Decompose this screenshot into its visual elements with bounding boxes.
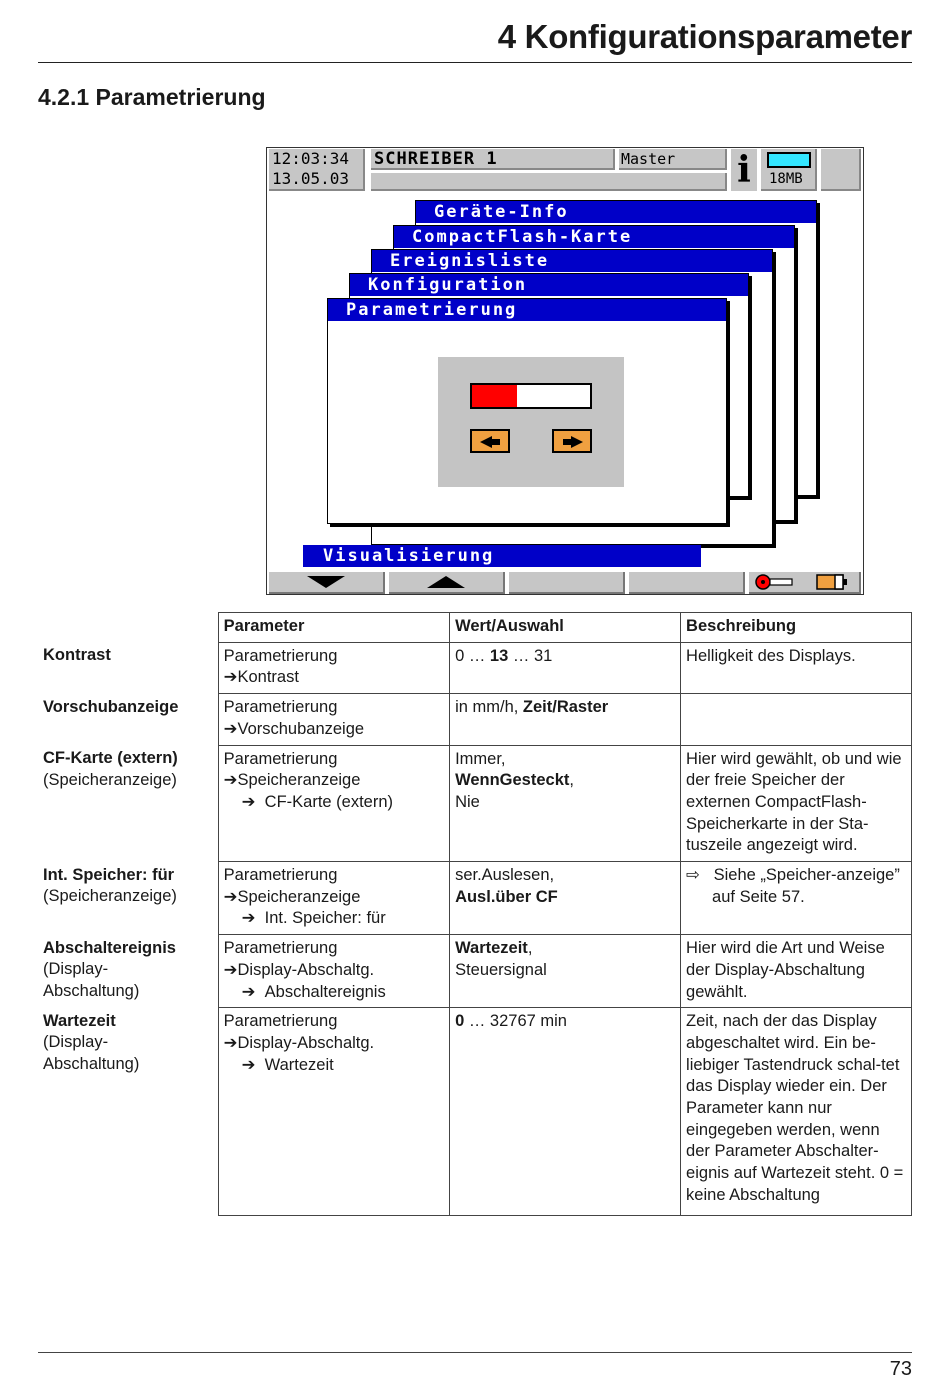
menu-path-cell <box>218 745 449 862</box>
visualisierung-bar[interactable]: Visualisierung <box>303 545 701 567</box>
param-name-cell <box>38 862 218 935</box>
description-cell <box>681 862 912 935</box>
menu-path: Parametrierung <box>223 698 338 717</box>
device-title: SCHREIBER 1 <box>371 149 615 170</box>
header-rule <box>38 62 912 63</box>
value-cell: in mm/h, Zeit/Raster <box>450 694 681 745</box>
window-title: Ereignisliste <box>372 250 772 272</box>
hollow-arrow-icon: ⇨ <box>686 866 700 885</box>
param-name-cell <box>38 745 218 862</box>
window-parametrierung[interactable] <box>327 298 727 524</box>
arrow-right-icon: ➔ <box>241 1055 256 1074</box>
value-cell: ser.Auslesen, Ausl.über CF <box>450 862 681 935</box>
menu-path-cell <box>218 1008 449 1215</box>
param-group: (Display- <box>43 1033 109 1052</box>
menu-path: ➔ Wartezeit <box>241 1055 334 1074</box>
param-group: (Speicheranzeige) <box>43 770 177 789</box>
arrow-right-icon: ➔ <box>241 792 256 811</box>
arrow-right-icon: ➔ <box>223 668 238 687</box>
page-number: 73 <box>889 1358 912 1380</box>
info-icon[interactable]: i <box>731 149 757 191</box>
softkey-up[interactable] <box>389 572 505 594</box>
arrow-left-icon <box>478 434 504 450</box>
description-cell: Helligkeit des Displays. <box>681 642 912 693</box>
arrow-right-icon: ➔ <box>223 771 238 790</box>
date-value: 13.05.03 <box>272 169 350 188</box>
status-message-bar <box>371 173 727 191</box>
param-group: (Speicheranzeige) <box>43 887 177 906</box>
contrast-slider-fill <box>472 385 517 407</box>
arrow-right-icon: ➔ <box>223 1033 238 1052</box>
param-name-cell <box>38 1008 218 1215</box>
menu-path: ➔Speicheranzeige <box>223 771 361 790</box>
description-cell: Hier wird gewählt, ob und wie der freie Speicher der externen CompactFlash-Speicherkarte in der Sta-tuszeile angezeigt wird. <box>681 745 912 862</box>
cross-reference-link[interactable]: Siehe „Speicher-anzeige” auf Seite 57. <box>712 866 900 906</box>
param-name-cell <box>38 642 218 693</box>
header-blank <box>38 613 218 643</box>
value-cell: Immer, WennGesteckt, Nie <box>450 745 681 862</box>
param-group: (Display- <box>43 960 109 979</box>
value-cell: 0 … 32767 min <box>450 1008 681 1215</box>
table-row <box>38 745 912 862</box>
menu-path: Parametrierung <box>223 866 338 885</box>
menu-path: Parametrierung <box>223 939 338 958</box>
param-name: Abschaltereignis <box>43 938 176 957</box>
arrow-right-icon <box>560 434 586 450</box>
menu-path: ➔Display-Abschaltg. <box>223 1033 375 1052</box>
window-title: Konfiguration <box>350 274 748 296</box>
description-cell: Zeit, nach der das Display abgeschaltet wird. Ein be-liebiger Tastendruck schal-tet das Display wieder ein. Der Parameter kann nur eingegeben werden, wenn der Parameter Abschalter-eignis auf Wartezeit steht. 0 = keine Abschaltung <box>681 1008 912 1215</box>
table-row <box>38 935 912 1008</box>
softkey-3[interactable] <box>509 572 625 594</box>
table-row <box>38 862 912 935</box>
header-wert: Wert/Auswahl <box>450 613 681 643</box>
softkey-down[interactable] <box>269 572 385 594</box>
parameter-table <box>38 612 912 1216</box>
chapter-title: 4 Konfigurationsparameter <box>497 18 912 55</box>
decrease-button[interactable] <box>470 429 510 453</box>
header-beschreibung: Beschreibung <box>681 613 912 643</box>
increase-button[interactable] <box>552 429 592 453</box>
memory-value: 18MB <box>769 171 803 187</box>
window-title: CompactFlash-Karte <box>394 226 794 248</box>
description-cell: Hier wird die Art und Weise der Display-Abschaltung gewählt. <box>681 935 912 1008</box>
table-row <box>38 642 912 693</box>
arrow-right-icon: ➔ <box>223 960 238 979</box>
arrow-right-icon: ➔ <box>241 982 256 1001</box>
mode-indicator: Master <box>619 149 727 170</box>
time-value: 12:03:34 <box>272 149 350 168</box>
window-title: Parametrierung <box>328 299 726 321</box>
menu-path-cell <box>218 935 449 1008</box>
battery-icon <box>815 572 851 592</box>
arrow-up-icon <box>389 572 503 592</box>
header-parameter: Parameter <box>218 613 449 643</box>
value-cell: Wartezeit, Steuersignal <box>450 935 681 1008</box>
param-name-cell <box>38 935 218 1008</box>
menu-path: ➔ Int. Speicher: für <box>241 909 386 928</box>
arrow-down-icon <box>269 572 383 592</box>
param-name: Wartezeit <box>43 1011 116 1030</box>
clock-display <box>269 149 365 191</box>
description-cell <box>681 694 912 745</box>
section-title: 4.2.1 Parametrierung <box>38 84 266 110</box>
param-name-cell <box>38 694 218 745</box>
table-header-row <box>38 613 912 643</box>
window-title: Geräte-Info <box>416 201 816 223</box>
menu-path: Parametrierung <box>223 749 338 768</box>
menu-path: Parametrierung <box>223 646 338 665</box>
device-screen <box>266 147 864 595</box>
param-name: Int. Speicher: für <box>43 865 175 884</box>
arrow-right-icon: ➔ <box>223 719 238 738</box>
menu-path: ➔ Abschaltereignis <box>241 982 386 1001</box>
menu-path: Parametrierung <box>223 1012 338 1031</box>
param-name: CF-Karte (extern) <box>43 749 178 768</box>
softkey-bar <box>267 572 863 594</box>
table-row <box>38 1008 912 1215</box>
param-name: Kontrast <box>43 646 111 665</box>
param-group: Abschaltung) <box>43 1055 140 1074</box>
menu-path: ➔Speicheranzeige <box>223 887 361 906</box>
status-blank-field <box>821 149 861 191</box>
softkey-status[interactable] <box>749 572 861 594</box>
menu-path-cell <box>218 694 449 745</box>
menu-path: ➔Kontrast <box>223 668 299 687</box>
table-row <box>38 694 912 745</box>
footer-rule <box>38 1352 912 1353</box>
menu-path: ➔ CF-Karte (extern) <box>241 792 394 811</box>
menu-path-cell <box>218 642 449 693</box>
value-cell: 0 … 13 … 31 <box>450 642 681 693</box>
contrast-slider[interactable] <box>470 383 592 409</box>
menu-path: ➔Display-Abschaltg. <box>223 960 375 979</box>
contrast-dialog <box>438 357 624 487</box>
memory-indicator <box>761 149 817 191</box>
cf-card-icon <box>767 152 811 168</box>
arrow-right-icon: ➔ <box>241 909 256 928</box>
menu-path: ➔Vorschubanzeige <box>223 719 365 738</box>
param-name: Vorschubanzeige <box>43 697 179 716</box>
softkey-4[interactable] <box>629 572 745 594</box>
menu-path-cell <box>218 862 449 935</box>
param-group: Abschaltung) <box>43 982 140 1001</box>
arrow-right-icon: ➔ <box>223 887 238 906</box>
